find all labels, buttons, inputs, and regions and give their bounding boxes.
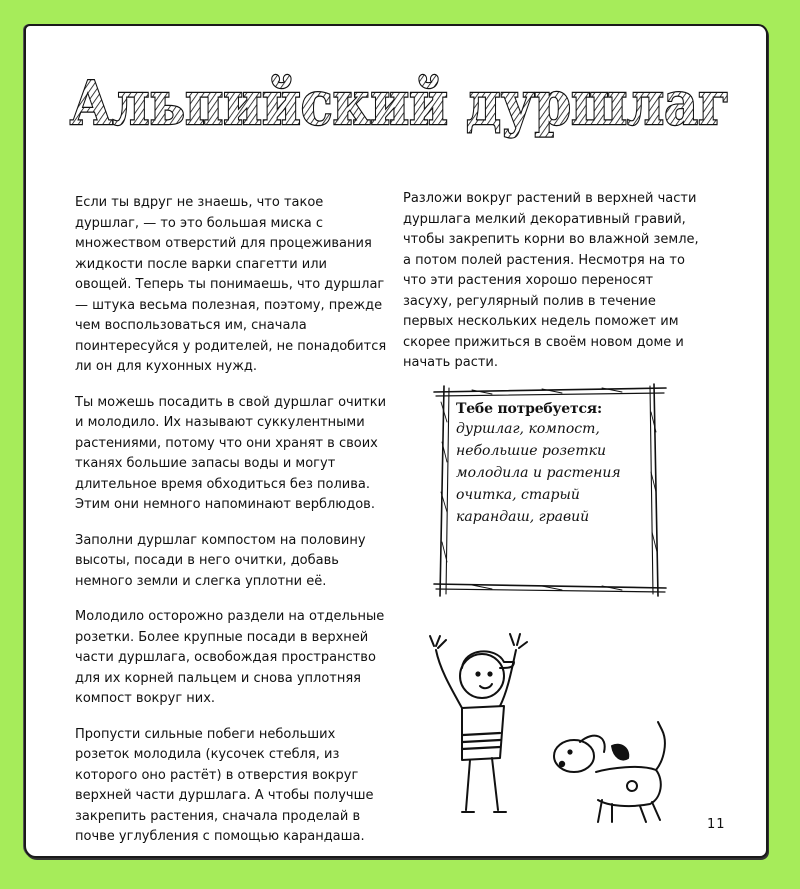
left-paragraph-1: Если ты вдруг не знаешь, что такое дуршлаг, — то это большая миска с множеством отверстий для процеживания жидкости после варки спагетти или овощей. Теперь ты понимаешь, что дуршлаг — штука весьма полезная, поэтому, прежде чем воспользоваться им, сначала поинтересуйся у родителей, не понадобится ли он для кухонных нужд.: [75, 195, 387, 374]
right-paragraph-1: Разложи вокруг растений в верхней части дуршлага мелкий декоративный гравий, чтобы закрепить корни во влажной земле, а потом полей растения. Несмотря на то что эти растения хорошо переносят засуху, регулярный полив в течение первых нескольких недель поможет им скорее прижиться в своём новом доме и начать расти.: [403, 191, 699, 370]
materials-list: [456, 418, 646, 528]
left-paragraph-5: Пропусти сильные побеги небольших розеток молодила (кусочек стебля, из которого оно растёт) в отверстия вокруг верхней части дуршлага. А чтобы получше закрепить растения, сначала проделай в почве углубления с помощью карандаша.: [75, 726, 374, 844]
materials-line: очитка, старый: [456, 487, 580, 503]
title-area: [0, 0, 800, 140]
left-paragraph-2: Ты можешь посадить в свой дуршлаг очитки и молодило. Их называют суккулентными растениями, потому что они хранят в своих тканях большие запасы воды и могут длительное время обходиться без полива. Этим они немного напоминают верблюдов.: [75, 394, 387, 512]
title-graphic: [0, 0, 800, 140]
left-paragraph-4: Молодило осторожно раздели на отдельные розетки. Более крупные посади в верхней части дуршлага, освобождая пространство для их корней пальцем и снова уплотняя компост вокруг них.: [75, 609, 385, 706]
materials-line: дуршлаг, компост,: [456, 421, 600, 437]
materials-box: [432, 382, 668, 600]
left-column: [75, 193, 387, 863]
page-number: 11: [707, 817, 726, 832]
materials-line: небольшие розетки: [456, 443, 606, 459]
page-title: Альпийский дуршлаг: [70, 69, 730, 139]
materials-line: молодила и растения: [456, 465, 621, 481]
materials-text: [456, 400, 646, 528]
left-paragraph-3: Заполни дуршлаг компостом на половину высоты, посади в него очитки, добавь немного земли и слегка уплотни её.: [75, 532, 366, 589]
materials-heading: Тебе потребуется:: [456, 401, 602, 417]
materials-line: карандаш, гравий: [456, 509, 590, 525]
right-column: [403, 189, 703, 389]
